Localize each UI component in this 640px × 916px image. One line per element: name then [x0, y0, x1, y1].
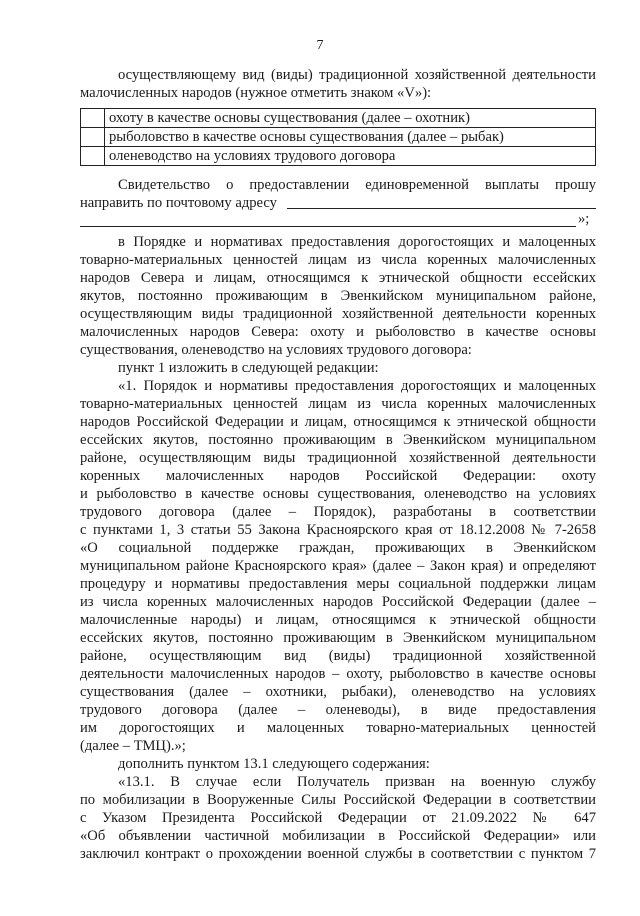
body-line: товарно-материальных ценностей лицам из числа коренных малочисленных: [80, 252, 596, 268]
body-line: деятельности малочисленных народов – охоту, рыболовство в качестве основы: [80, 666, 596, 682]
body-line: коренных малочисленных народов Российской Федерации: охоту: [80, 468, 596, 484]
body-line: заключил контракт о прохождении военной службы в соответствии с пунктом 7: [80, 846, 596, 862]
body-line: малочисленных народов Севера: охоту и рыболовство в качестве основы: [80, 324, 596, 340]
body-line: с Указом Президента Российской Федерации от 21.09.2022 № 647: [80, 810, 596, 826]
body-line: существования, оленеводство на условиях трудового договора:: [80, 342, 472, 358]
body-line: муниципальном районе Красноярского края» (далее – Закон края) и определяют: [80, 558, 596, 574]
body-line: «13.1. В случае если Получатель призван на военную службу: [118, 774, 596, 790]
body-line: «О социальной поддержке граждан, проживающих в Эвенкийском: [80, 540, 596, 556]
body-line: в Порядке и нормативах предоставления дорогостоящих и малоценных: [118, 234, 596, 250]
hunter-checkbox[interactable]: [81, 109, 105, 128]
body-line: ессейских якутов, постоянно проживающим в Эвенкийском муниципальном: [80, 432, 596, 448]
checkbox-row: [81, 128, 596, 147]
body-line: с пунктами 1, 3 статьи 55 Закона Красноярского края от 18.12.2008 № 7-2658: [80, 522, 596, 538]
activity-checkbox-table: [80, 108, 596, 166]
address-field-line-1[interactable]: [287, 208, 596, 209]
body-line: дополнить пунктом 13.1 следующего содержания:: [118, 756, 430, 772]
body-line: товарно-материальных ценностей лицам из числа коренных малочисленных: [80, 396, 596, 412]
body-line: им дорогостоящих и малоценных товарно-материальных ценностей: [80, 720, 596, 736]
body-line: «1. Порядок и нормативы предоставления дорогостоящих и малоценных: [118, 378, 596, 394]
reindeer-herder-checkbox[interactable]: [81, 147, 105, 166]
body-line: районе, осуществляющим виды традиционной хозяйственной деятельности: [80, 450, 596, 466]
certificate-line: направить по почтовому адресу: [80, 195, 277, 211]
page-number: 7: [316, 38, 324, 53]
option-label: рыболовство в качестве основы существования (далее – рыбак): [105, 128, 596, 147]
body-line: процедуру и нормативы предоставления меры социальной поддержки лицам: [80, 576, 596, 592]
body-line: пункт 1 изложить в следующей редакции:: [118, 360, 379, 376]
body-line: ессейских якутов, постоянно проживающим в Эвенкийском муниципальном: [80, 630, 596, 646]
intro-line: осуществляющему вид (виды) традиционной хозяйственной деятельности: [118, 67, 596, 83]
body-line: существования (далее – охотники, рыбаки), оленеводство на условиях: [80, 684, 596, 700]
body-line: по мобилизации в Вооруженные Силы Российской Федерации в соответствии: [80, 792, 596, 808]
body-line: осуществляющим виды традиционной хозяйственной деятельности коренных: [80, 306, 596, 322]
fisher-checkbox[interactable]: [81, 128, 105, 147]
intro-line: малочисленных народов (нужное отметить знаком «V»):: [80, 85, 432, 101]
option-label: оленеводство на условиях трудового договора: [105, 147, 596, 166]
body-line: народов Российской Федерации и лицам, относящимся к этнической общности: [80, 414, 596, 430]
body-line: трудового договора (далее – оленеводы), в виде предоставления: [80, 702, 596, 718]
option-label: охоту в качестве основы существования (далее – охотник): [105, 109, 596, 128]
body-line: трудового договора (далее – Порядок), разработаны в соответствии: [80, 504, 596, 520]
body-line: и рыболовство в качестве основы существования, оленеводство на условиях: [80, 486, 596, 502]
checkbox-row: [81, 109, 596, 128]
address-closing-quote: »;: [578, 211, 590, 227]
body-line: малочисленные народы) и лицам, относящимся к этнической общности: [80, 612, 596, 628]
checkbox-row: [81, 147, 596, 166]
body-line: (далее – ТМЦ).»;: [80, 738, 186, 754]
body-line: районе, осуществляющим вид (виды) традиционной хозяйственной: [80, 648, 596, 664]
body-line: из числа коренных малочисленных народов Российской Федерации (далее –: [80, 594, 596, 610]
certificate-line: Свидетельство о предоставлении единовременной выплаты прошу: [118, 177, 596, 193]
body-line: «Об объявлении частичной мобилизации в Российской Федерации» или: [80, 828, 596, 844]
address-field-line-2[interactable]: [80, 226, 576, 227]
body-line: якутов, постоянно проживающим в Эвенкийском муниципальном районе,: [80, 288, 596, 304]
body-line: народов Севера и лицам, относящимся к этнической общности ессейских: [80, 270, 596, 286]
